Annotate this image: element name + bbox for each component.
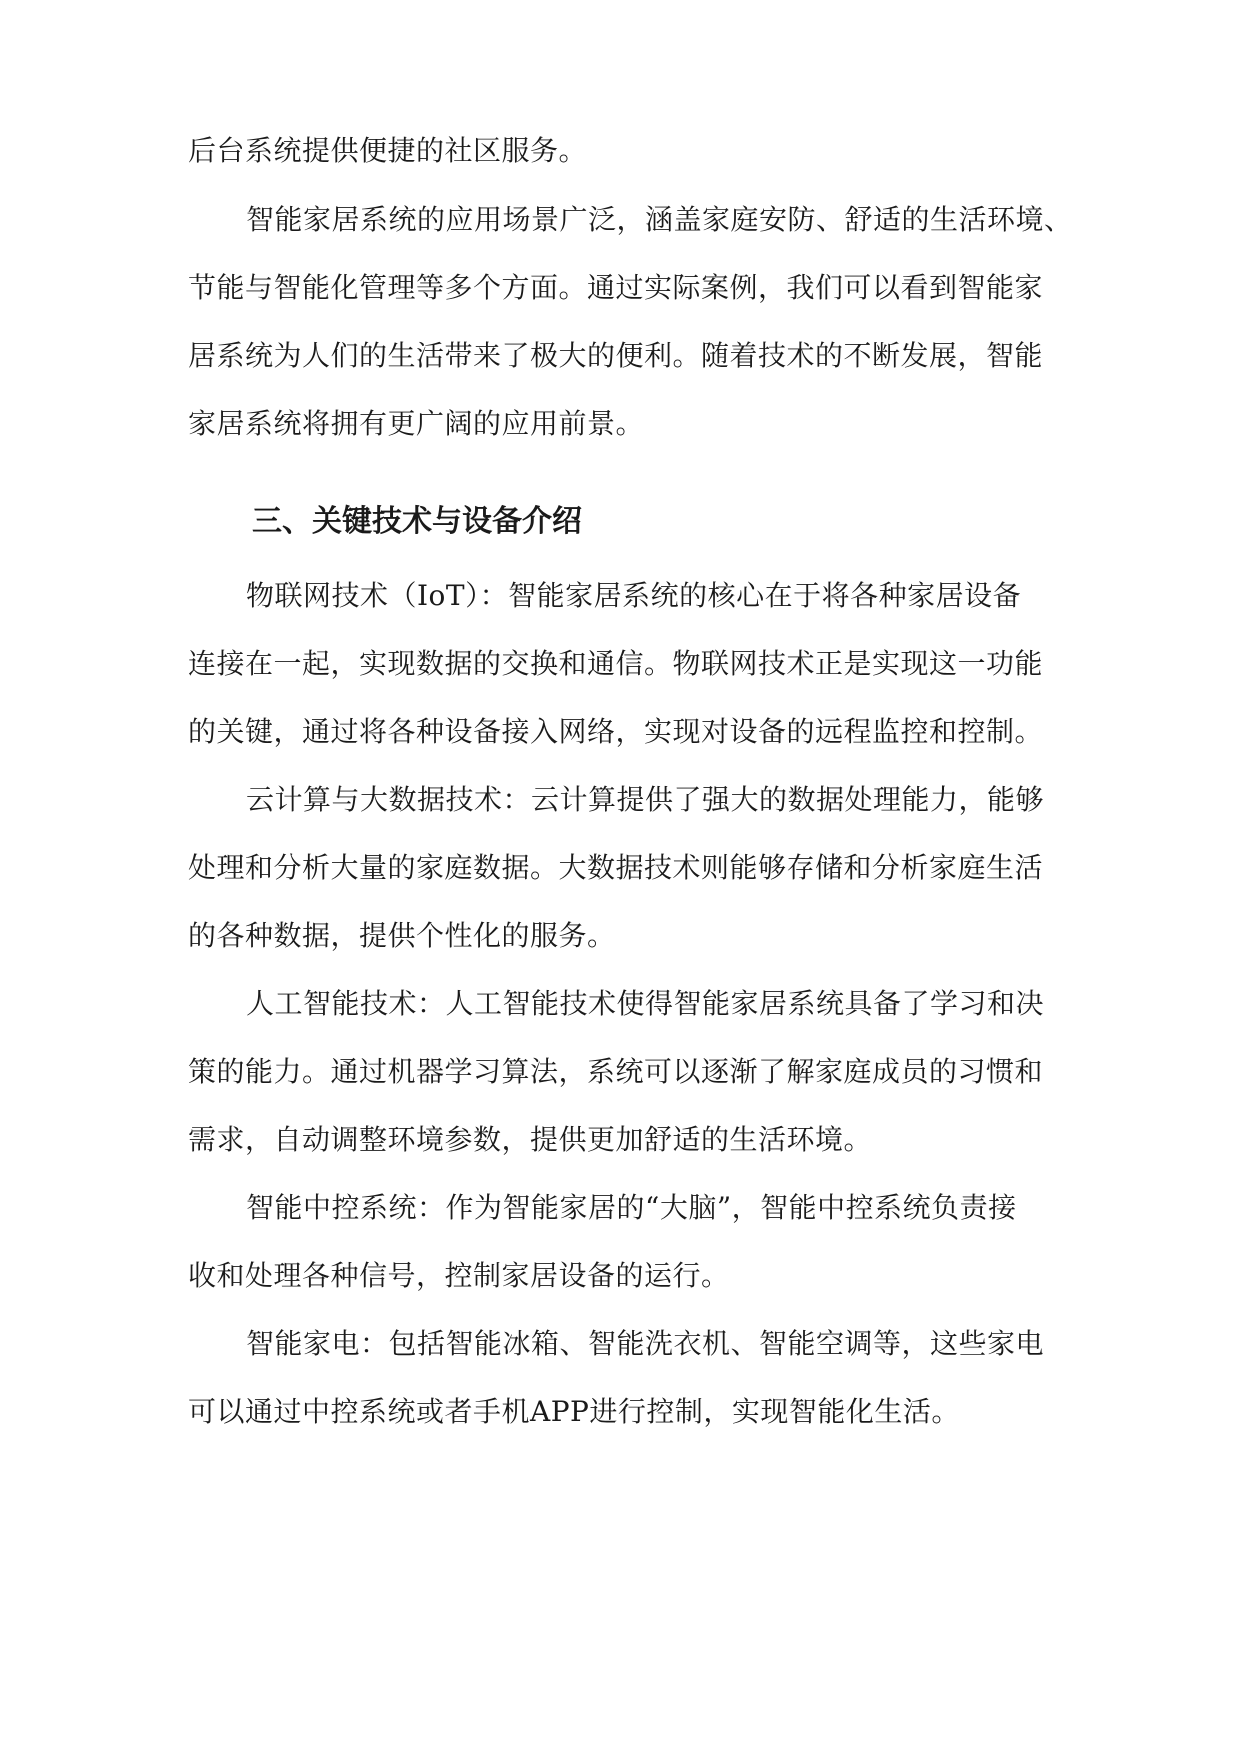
paragraph-line: 的关键，通过将各种设备接入网络，实现对设备的远程监控和控制。 — [188, 715, 1044, 748]
paragraph-line: 智能中控系统：作为智能家居的“大脑”，智能中控系统负责接 — [246, 1191, 1017, 1224]
paragraph-line: 后台系统提供便捷的社区服务。 — [188, 134, 588, 167]
paragraph-line: 可以通过中控系统或者手机APP进行控制，实现智能化生活。 — [188, 1395, 960, 1428]
paragraph-line: 智能家电：包括智能冰箱、智能洗衣机、智能空调等，这些家电 — [246, 1327, 1045, 1360]
paragraph-line: 的各种数据，提供个性化的服务。 — [188, 919, 616, 952]
paragraph-line: 智能家居系统的应用场景广泛，涵盖家庭安防、舒适的生活环境、 — [246, 203, 1073, 236]
paragraph-line: 节能与智能化管理等多个方面。通过实际案例，我们可以看到智能家 — [188, 271, 1044, 304]
paragraph-line: 连接在一起，实现数据的交换和通信。物联网技术正是实现这一功能 — [188, 647, 1044, 680]
paragraph-line: 云计算与大数据技术：云计算提供了强大的数据处理能力，能够 — [246, 783, 1045, 816]
paragraph-line: 居系统为人们的生活带来了极大的便利。随着技术的不断发展，智能 — [188, 339, 1044, 372]
paragraph-line: 处理和分析大量的家庭数据。大数据技术则能够存储和分析家庭生活 — [188, 851, 1044, 884]
section-heading: 三、关键技术与设备介绍 — [252, 504, 582, 539]
paragraph-line: 物联网技术（IoT）：智能家居系统的核心在于将各种家居设备 — [246, 579, 1022, 612]
paragraph-line: 人工智能技术：人工智能技术使得智能家居系统具备了学习和决 — [246, 987, 1045, 1020]
paragraph-line: 策的能力。通过机器学习算法，系统可以逐渐了解家庭成员的习惯和 — [188, 1055, 1044, 1088]
paragraph-line: 收和处理各种信号，控制家居设备的运行。 — [188, 1259, 730, 1292]
paragraph-line: 家居系统将拥有更广阔的应用前景。 — [188, 407, 645, 440]
paragraph-line: 需求，自动调整环境参数，提供更加舒适的生活环境。 — [188, 1123, 873, 1156]
